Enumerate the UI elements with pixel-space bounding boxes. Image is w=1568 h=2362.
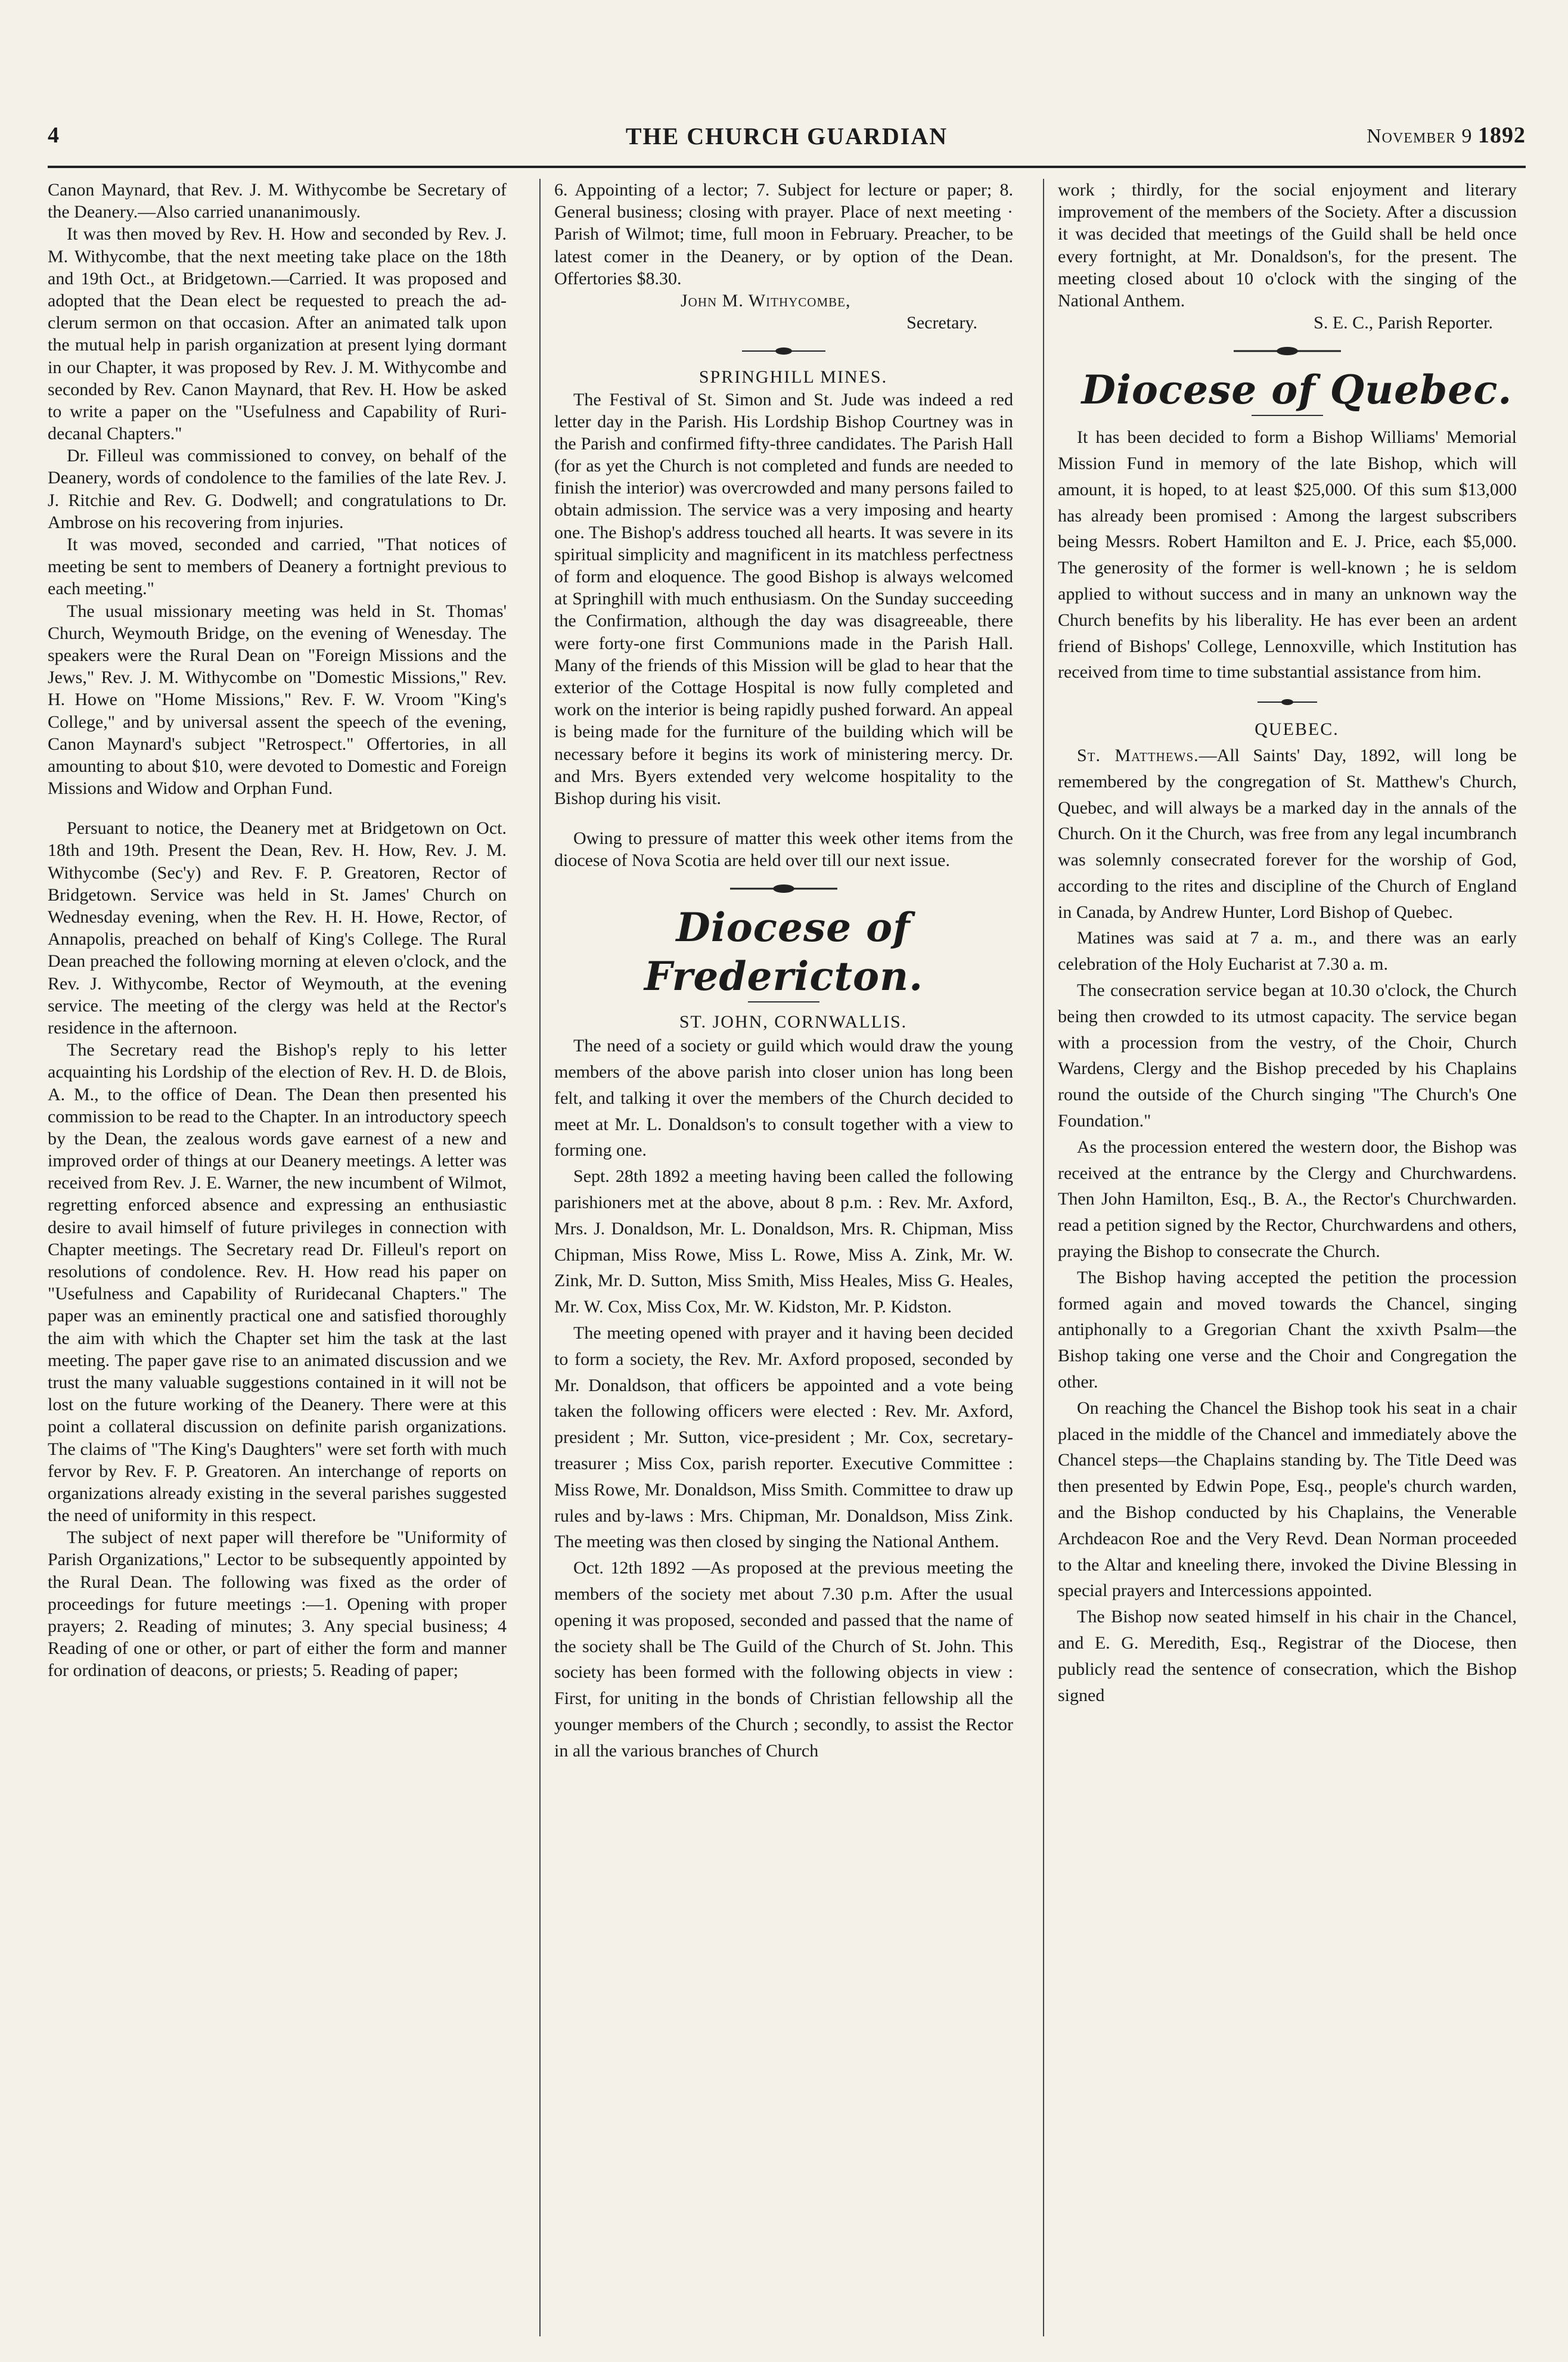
loose-section [1058,424,1517,1708]
paragraph: The Festival of St. Simon and St. Jude was indeed a red letter day in the Parish. His Lordship Bishop Courtney was in the Parish and confirmed fifty-three candidates. The Parish Hall (for as yet the Church is not completed and funds are needed to finish the interior) was overcrowded and many persons failed to obtain admission. The service was a very imposing and hearty one. The Bishop's address touched all hearts. It was severe in its spiritual simplicity and magnificent in its matchless perfectness of form and eloquence. The good Bishop is always welcomed at Springhill with much enthusiasm. On the Sunday succeeding the Confirmation, although the day was disagreeable, there were forty-one first Communions made in the Parish Hall. Many of the friends of this Mission will be glad to hear that the exterior of the Cottage Hospital is now fully completed and work on the interior is being rapidly pushed forward. An appeal is being made for the furniture of the building which will be necessary before it begins its work of ministering mercy. Dr. and Mrs. Byers extended very welcome hospitality to the Bishop during his visit. [554,389,1013,808]
signature-title: Secretary. [906,313,977,333]
heading-quebec: QUEBEC. [1255,719,1339,740]
divider [748,1001,819,1002]
paragraph-text: —All Saints' Day, 1892, will long be remembered by the congregation of St. Matthew's Church, Quebec, and will always be a marked day in the annals of the Church. On it the Church, was free from any legal incumbranch was solemnly consecrated forever for the worship of God, according to the rites and discipline of the Church of England in Canada, by Andrew Hunter, Lord Bishop of Quebec. [1058,745,1517,922]
paragraph: The consecration service began at 10.30 o'clock, the Church being then crowded to its utmost capacity. The service began with a procession from the vestry, of the Choir, Church Wardens, Clergy and the Bishop preceded by his Chaplains round the outside of the Church singing "The Church's One Foundation." [1058,980,1517,1131]
section-ornament [742,347,825,355]
paragraph: It was then moved by Rev. H. How and seconded by Rev. J. M. Withycombe, that the next meeting take place on the 18th and 19th Oct., at Bridgetown.—Carried. It was proposed and adopted that the Dean elect be requested to preach the ad-clerum sermon on that occasion. After an animated talk upon the mutual help in parish organization at present lying dormant in our Chapter, it was proposed by Rev. J. M. Withycombe and seconded by Rev. Canon Maynard, that Rev. H. How be asked to write a paper on the "Usefulness and Capability of Ruri-decanal Chapters." [48,224,507,444]
paragraph: Owing to pressure of matter this week other items from the diocese of Nova Scotia are held over till our next issue. [554,828,1013,871]
section-ornament [730,884,837,893]
header-rule [48,166,1526,168]
heading-springhill: SPRINGHILL MINES. [698,367,888,387]
paragraph: It has been decided to form a Bishop Williams' Memorial Mission Fund in memory of the late Bishop, which will amount, it is hoped, to at least $25,000. Of this sum $13,000 has already been promised : Among the largest subscribers being Messrs. Robert Hamilton and E. J. Price, each $5,000. The generosity of the former is well-known ; he is seldom applied to without success and in many an unknown way the Church benefits by his liberality. He has ever been an ardent friend of Bishops' College, Lennoxville, which Institution has received from time to time substantial assistance from him. [1058,427,1517,682]
paragraph: work ; thirdly, for the social enjoyment and literary improvement of the members of the Society. After a discussion it was decided that meetings of the Guild shall be held once every fortnight, at Mr. Donaldson's, for the present. The meeting closed about 10 o'clock with the singing of the National Anthem. [1058,180,1517,311]
paragraph: 6. Appointing of a lector; 7. Subject for lecture or paper; 8. General business; closing with prayer. Place of next meeting · Parish of Wilmot; time, full moon in February. Preacher, to be latest comer in the Deanery, or by option of the Dean. Offertories $8.30. [554,180,1013,288]
page-header [48,122,1526,158]
paragraph: The subject of next paper will therefore be "Uniformity of Parish Organizations," Lector to be subsequently appointed by the Rural Dean. The following was fixed as the order of proceedings for future meetings :—1. Opening with proper prayers; 2. Reading of minutes; 3. Any special business; 4 Reading of one or other, or part of either the form and manner for ordination of deacons, or priests; 5. Reading of paper; [48,1528,507,1681]
paragraph: The need of a society or guild which would draw the young members of the above parish into closer union has long been felt, and talking it over the members of the Church decided to meet at Mr. L. Donaldson's to consult together with a view to forming one. [554,1036,1013,1160]
paragraph: The Bishop now seated himself in his chair in the Chancel, and E. G. Meredith, Esq., Registrar of the Diocese, then publicly read the sentence of consecration, which the Bishop signed [1058,1607,1517,1705]
reporter-signature: S. E. C., Parish Reporter. [1314,313,1493,333]
paragraph: The meeting opened with prayer and it having been decided to form a society, the Rev. Mr. Axford proposed, seconded by Mr. Donaldson, that officers be appointed and a vote being taken the following officers were elected : Rev. Mr. Axford, president ; Mr. Sutton, vice-president ; Mr. Cox, secretary-treasurer ; Miss Cox, parish reporter. Executive Committee : Miss Rowe, Mr. Donaldson, Miss Smith. Committee to draw up rules and by-laws : Mrs. Chipman, Mr. Donaldson, Miss Zink. The meeting was then closed by singing the National Anthem. [554,1323,1013,1552]
signature-name: John M. Withycombe, [681,290,851,311]
paragraph: Persuant to notice, the Deanery met at Bridgetown on Oct. 18th and 19th. Present the Dean, Rev. H. How, Rev. J. M. Withycombe (Sec'y) and Rev. F. P. Greatoren, Rector of Bridgetown. Service was held in St. James' Church on Wednesday evening, when the Rev. H. H. Howe, Rector, of Annapolis, preached on behalf of King's College. The Rural Dean preached the following morning at eleven o'clock, and the Rev. J. Withycombe, Rector of Weymouth, at the evening service. The meeting of the clergy was held at the Rector's residence in the afternoon. [48,818,507,1038]
paragraph: The Bishop having accepted the petition the procession formed again and moved towards the Chancel, singing antiphonally to a Gregorian Chant the xxivth Psalm—the Bishop taking one verse and the Choir and Congregation the other. [1058,1267,1517,1392]
paragraph: Oct. 12th 1892 —As proposed at the previous meeting the members of the society met about 7.30 p.m. After the usual opening it was proposed, seconded and passed that the name of the society shall be The Guild of the Church of St. John. This society has been formed with the following objects in view : First, for uniting in the bonds of Christian fellowship all the younger members of the Church ; secondly, to assist the Rector in all the various branches of Church [554,1558,1013,1761]
column-3 [1058,179,1517,2330]
paragraph: Sept. 28th 1892 a meeting having been called the following parishioners met at the above, about 8 p.m. : Rev. Mr. Axford, Mrs. J. Donaldson, Mr. L. Donaldson, Mrs. R. Chipman, Miss Chipman, Miss Rowe, Miss L. Rowe, Miss A. Zink, Mr. W. Zink, Mr. D. Sutton, Miss Smith, Miss Heales, Miss G. Heales, Mr. W. Cox, Miss Cox, Mr. W. Kidston, Mr. P. Kidston. [554,1166,1013,1317]
issue-date [1367,122,1526,148]
heading-st-john: ST. JOHN, CORNWALLIS. [679,1012,908,1032]
paragraph: The usual missionary meeting was held in St. Thomas' Church, Weymouth Bridge, on the evening of Wenesday. The speakers were the Rural Dean on "Foreign Missions and the Jews," Rev. J. M. Withycombe on "Domestic Missions," Rev. H. Howe on "Home Missions," Rev. F. W. Vroom "King's College," and by universal assent the speech of the evening, Canon Maynard's subject "Retrospect." Offertories, in all amounting to about $10, were devoted to Domestic and Foreign Missions and Widow and Orphan Fund. [48,601,507,799]
lead-in: St. Matthews. [1077,745,1199,765]
section-ornament [1234,347,1341,355]
heading-diocese-quebec: Diocese of Quebec. [1081,367,1513,414]
column-divider [1043,179,1044,2336]
page-number: 4 [48,123,59,148]
masthead: THE CHURCH GUARDIAN [625,123,948,150]
paragraph [1058,743,1517,926]
issue-year: 1892 [1478,123,1526,148]
loose-section [554,1033,1013,1764]
paragraph: Matines was said at 7 a. m., and there was an early celebration of the Holy Eucharist at 7.30 a. m. [1058,928,1517,974]
column-1 [48,179,507,2330]
paragraph: On reaching the Chancel the Bishop took his seat in a chair placed in the middle of the Chancel and immediately above the Chancel steps—the Chaplains standing by. The Title Deed was then presented by Edwin Pope, Esq., people's church warden, and the Bishop conducted by his Chaplains, the Venerable Archdeacon Roe and the Very Revd. Dean Norman proceeded to the Altar and kneeling there, invoked the Divine Blessing in special prayers and Intercessions appointed. [1058,1398,1517,1601]
paragraph: Canon Maynard, that Rev. J. M. Withycombe be Secretary of the Deanery.—Also carried unananimously. [48,180,507,222]
section-ornament [1257,699,1317,706]
heading-diocese-fredericton: Diocese of Fredericton. [644,904,924,1000]
divider [1252,415,1323,416]
paragraph: It was moved, seconded and carried, "That notices of meeting be sent to members of Deanery a fortnight previous to each meeting." [48,535,507,599]
paragraph: As the procession entered the western door, the Bishop was received at the entrance by the Clergy and Churchwardens. Then John Hamilton, Esq., B. A., the Rector's Churchwarden. read a petition signed by the Rector, Churchwardens and others, praying the Bishop to consecrate the Church. [1058,1137,1517,1262]
column-divider [539,179,541,2336]
column-2 [554,179,1013,2330]
paragraph: The Secretary read the Bishop's reply to his letter acquainting his Lordship of the election of Rev. H. D. de Blois, A. M., to the office of Dean. The Dean then presented his commission to be read to the Chapter. In an introductory speech by the Dean, the zealous words gave earnest of a new and improved order of things at our Deanery meetings. A letter was received from Rev. J. E. Warner, the new incumbent of Wilmot, regretting enforced absence and expressing an enthusiastic desire to avail himself of future privileges in connection with Chapter meetings. The Secretary read Dr. Filleul's report on resolutions of condolence. Rev. H. How read his paper on "Usefulness and Capability of Ruridecanal Chapters." The paper was an eminently practical one and satisfied thoroughly the aim with which the Chapter set him the task at the last meeting. The paper gave rise to an animated discussion and we trust the many valuable suggestions contained in it will not be lost on the future working of the Deanery. There were at this point a collateral discussion on definite parish organizations. The claims of "The King's Daughters" were set forth with much fervor by Rev. F. P. Greatoren. An interchange of reports on organizations already existing in the several parishes suggested the need of uniformity in this respect. [48,1040,507,1526]
paragraph: Dr. Filleul was commissioned to convey, on behalf of the Deanery, words of condolence to the families of the late Rev. J. J. Ritchie and Rev. G. Dodwell; and congratulations to Dr. Ambrose on his recovering from injuries. [48,446,507,532]
issue-date-text: November 9 [1367,125,1478,147]
